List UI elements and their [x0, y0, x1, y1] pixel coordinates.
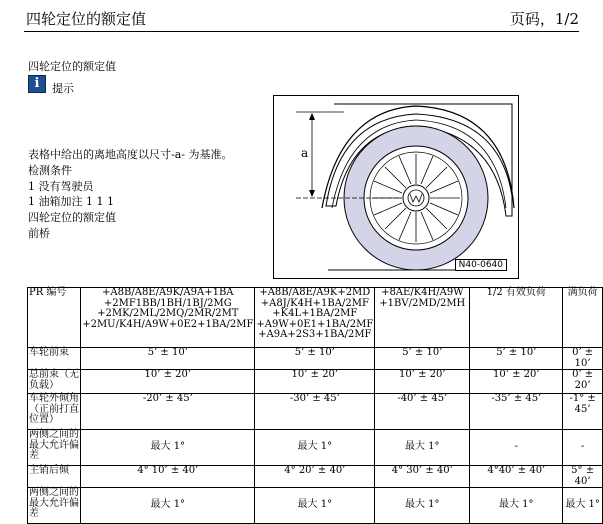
- alignment-spec-table: [27, 287, 603, 524]
- body-line: 检测条件: [28, 163, 72, 177]
- body-line: 1 油箱加注 1 1 1: [28, 195, 114, 209]
- body-line: 四轮定位的额定值: [28, 211, 116, 225]
- body-line: 1 没有驾驶员: [28, 179, 94, 193]
- wheel-height-figure: [273, 95, 519, 279]
- table-row: 车轮外倾角 （正前打直 位置） -20’ ± 45’ -30’ ± 45’ -40’ ± 45’ -35’ ± 45’ -1° ± 45’: [28, 394, 603, 430]
- table-header-row: [28, 288, 603, 348]
- figure-code: N40-0640: [455, 259, 507, 271]
- body-text: [28, 147, 233, 242]
- body-line: 表格中给出的离地高度以尺寸-a- 为基准。: [28, 148, 233, 161]
- dimension-label: a: [301, 146, 309, 160]
- hint-label: 提示: [52, 82, 74, 95]
- header-divider: [24, 31, 579, 32]
- info-icon: i: [28, 75, 46, 93]
- header-cell: +8AE/K4H/A9W +1BV/2MD/2MH: [375, 288, 470, 348]
- section-title: 四轮定位的额定值: [28, 60, 116, 73]
- table-row: 车轮前束 5’ ± 10’ 5’ ± 10’ 5’ ± 10’ 5’ ± 10’ 0’ ± 10’: [28, 348, 603, 370]
- header-cell: 满负荷: [563, 288, 603, 348]
- table-row: 主销后倾 4° 10’ ± 40’ 4° 20’ ± 40’ 4° 30’ ± 40’ 4°40’ ± 40’ 5° ± 40’: [28, 466, 603, 488]
- page-number: 页码，1/2: [509, 10, 579, 28]
- header-cell: +A8B/A8E/A9K/A9A+1BA +2MF1BB/1BH/1BJ/2MG +2MK/2ML/2MQ/2MR/2MT +2MU/K4H/A9W+0E2+1BA/2MF: [81, 288, 255, 348]
- header-cell: +A8B/A8E/A9K+2MD +A8J/K4H+1BA/2MF +K4L+1BA/2MF +A9W+0E1+1BA/2MF +A9A+2S3+1BA/2MF: [255, 288, 375, 348]
- header-cell-pr: PR 编号: [28, 288, 81, 348]
- table-row: 两侧之间的 最大允许偏 差 最大 1° 最大 1° 最大 1° 最大 1° 最大 1°: [28, 488, 603, 524]
- page-title: 四轮定位的额定值: [26, 10, 147, 28]
- page-header: [0, 0, 603, 30]
- header-cell: 1/2 有效负荷: [470, 288, 563, 348]
- table-row: 总前束（无 负载） 10’ ± 20’ 10’ ± 20’ 10’ ± 20’ 10’ ± 20’ 0’ ± 20’: [28, 370, 603, 394]
- wheel-arch-drawing: [274, 96, 518, 278]
- body-line: 前桥: [28, 226, 50, 240]
- table-row: 两侧之间的 最大允许偏 差 最大 1° 最大 1° 最大 1° - -: [28, 430, 603, 466]
